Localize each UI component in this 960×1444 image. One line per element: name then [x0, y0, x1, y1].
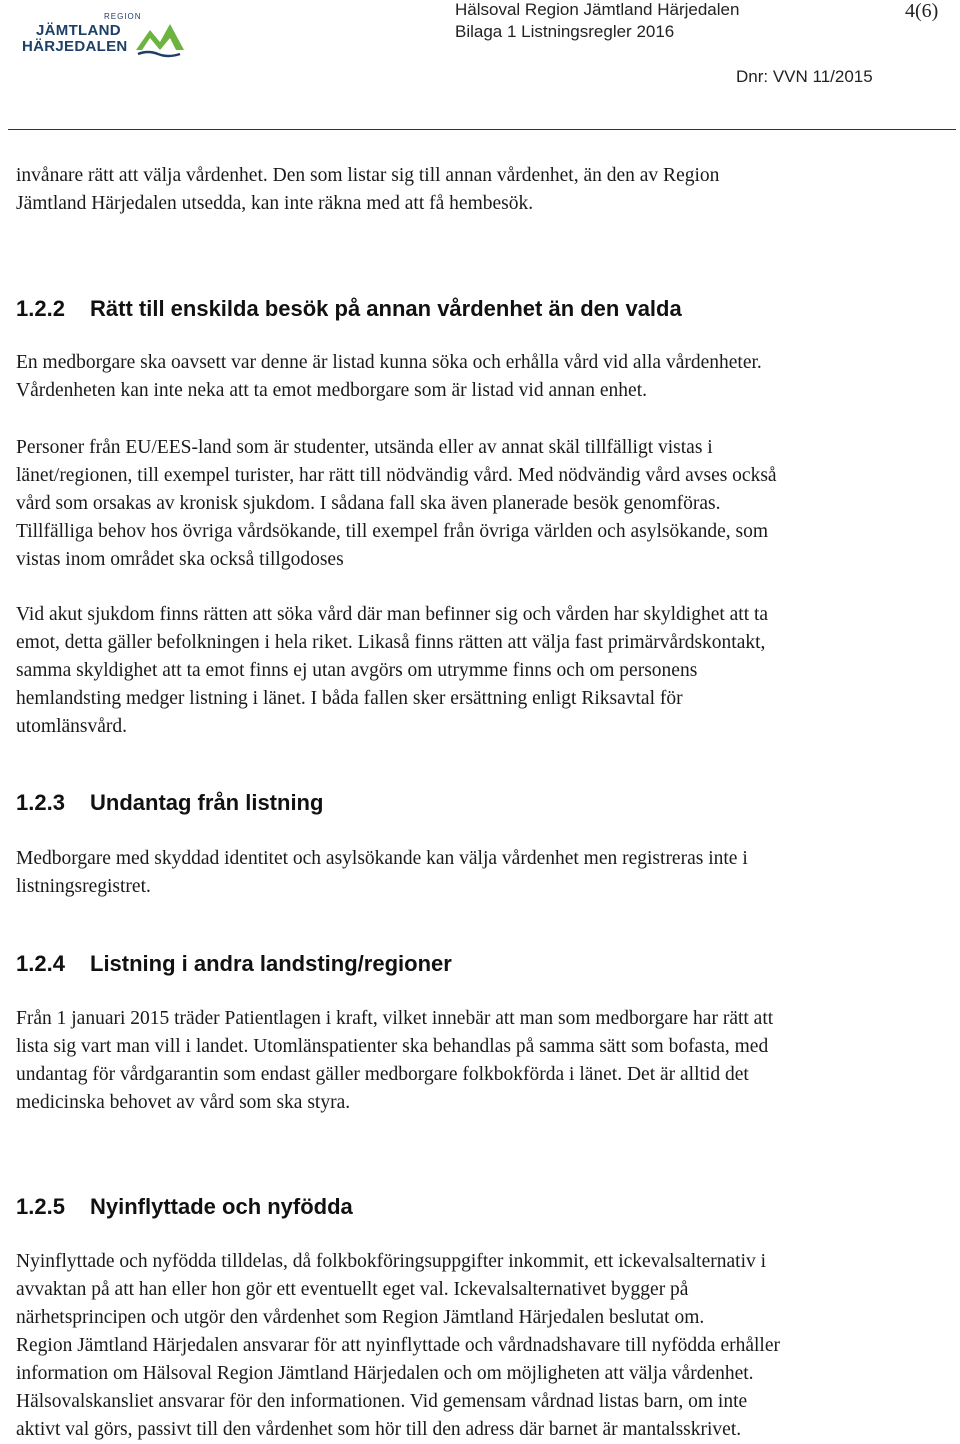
heading-number: 1.2.3 [16, 790, 65, 815]
text-line: vistas inom området ska också tillgodoses [16, 549, 344, 570]
text-line: länet/regionen, till exempel turister, har rätt till nödvändig vård. Med nödvändig vård avses också [16, 465, 777, 486]
text-line: samma skyldighet att ta emot finns ej utan avgörs om utrymme finns och om personens [16, 660, 698, 681]
text-line: Jämtland Härjedalen utsedda, kan inte räkna med att få hembesök. [16, 193, 534, 214]
text-line: lista sig vart man vill i landet. Utomlänspatienter ska behandlas på samma sätt som bofasta, med [16, 1036, 769, 1057]
paragraph-1-2-3 [16, 845, 952, 901]
paragraph-intro [16, 162, 952, 218]
text-line: Nyinflyttade och nyfödda tilldelas, då folkbokföringsuppgifter inkommit, ett ickevalsalternativ i [16, 1251, 767, 1272]
heading-1-2-4 [16, 951, 452, 977]
paragraph-1-2-2-c [16, 601, 952, 741]
heading-title: Undantag från listning [90, 790, 324, 815]
heading-number: 1.2.2 [16, 296, 65, 321]
text-line: listningsregistret. [16, 876, 151, 897]
text-line: En medborgare ska oavsett var denne är listad kunna söka och erhålla vård vid alla vårdenheter. [16, 352, 762, 373]
header-subtitle: Bilaga 1 Listningsregler 2016 [455, 22, 675, 41]
paragraph-1-2-4 [16, 1005, 952, 1117]
text-line: utomlänsvård. [16, 716, 128, 737]
text-line: närhetsprincipen och utgör den vårdenhet som Region Jämtland Härjedalen beslutat om. [16, 1307, 705, 1328]
text-line: emot, detta gäller befolkningen i hela riket. Likaså finns rätten att välja fast primärvårdskontakt, [16, 632, 766, 653]
text-line: Medborgare med skyddad identitet och asylsökande kan välja vårdenhet men registreras inte i [16, 848, 748, 869]
paragraph-1-2-2-b [16, 434, 952, 574]
text-line: aktivt val görs, passivt till den vårdenhet som hör till den adress där barnet är mantalsskrivet. [16, 1419, 742, 1440]
text-line: medicinska behovet av vård som ska styra. [16, 1092, 351, 1113]
text-line: Tillfälliga behov hos övriga vårdsökande, till exempel från övriga världen och asylsökande, som [16, 521, 769, 542]
text-line: Från 1 januari 2015 träder Patientlagen i kraft, vilket innebär att man som medborgare har rätt att [16, 1008, 774, 1029]
text-line: avvaktan på att han eller hon gör ett eventuellt eget val. Ickevalsalternativet bygger på [16, 1279, 689, 1300]
header-divider [8, 129, 956, 130]
text-line: Vid akut sjukdom finns rätten att söka vård där man befinner sig och vården har skyldighet att ta [16, 604, 769, 625]
header-title: Hälsoval Region Jämtland Härjedalen [455, 0, 740, 19]
paragraph-1-2-2-a [16, 349, 952, 405]
text-line: Region Jämtland Härjedalen ansvarar för att nyinflyttade och vårdnadshavare till nyfödda erhåller [16, 1335, 780, 1356]
text-line: Hälsovalskansliet ansvarar för den informationen. Vid gemensam vårdnad listas barn, om inte [16, 1391, 748, 1412]
logo-line-1: JÄMTLAND [36, 22, 121, 39]
logo-line-2: HÄRJEDALEN [22, 38, 128, 55]
text-line: invånare rätt att välja vårdenhet. Den som listar sig till annan vårdenhet, än den av Region [16, 165, 720, 186]
text-line: undantag för vårdgarantin som endast gäller medborgare folkbokförda i länet. Det är alltid det [16, 1064, 749, 1085]
text-line: Vårdenheten kan inte neka att ta emot medborgare som är listad vid annan enhet. [16, 380, 647, 401]
text-line: Personer från EU/EES-land som är studenter, utsända eller av annat skäl tillfälligt vistas i [16, 437, 713, 458]
text-line: hemlandsting medger listning i länet. I båda fallen sker ersättning enligt Riksavtal för [16, 688, 683, 709]
heading-number: 1.2.5 [16, 1194, 65, 1219]
heading-1-2-3 [16, 790, 323, 816]
heading-title: Rätt till enskilda besök på annan vårdenhet än den valda [90, 296, 682, 321]
document-number: Dnr: VVN 11/2015 [736, 67, 873, 86]
region-logo [18, 10, 184, 60]
heading-number: 1.2.4 [16, 951, 65, 976]
text-line: vård som orsakas av kronisk sjukdom. I sådana fall ska även planerade besök genomföras. [16, 493, 721, 514]
text-line: information om Hälsoval Region Jämtland Härjedalen och om möjligheten att välja vårdenhet. [16, 1363, 754, 1384]
mountain-logo-icon [136, 16, 184, 58]
logo-region-text: REGION [104, 12, 142, 21]
heading-1-2-5 [16, 1194, 353, 1220]
page-number: 4(6) [905, 0, 939, 22]
heading-1-2-2 [16, 296, 682, 322]
heading-title: Listning i andra landsting/regioner [90, 951, 452, 976]
paragraph-1-2-5 [16, 1248, 952, 1444]
heading-title: Nyinflyttade och nyfödda [90, 1194, 353, 1219]
